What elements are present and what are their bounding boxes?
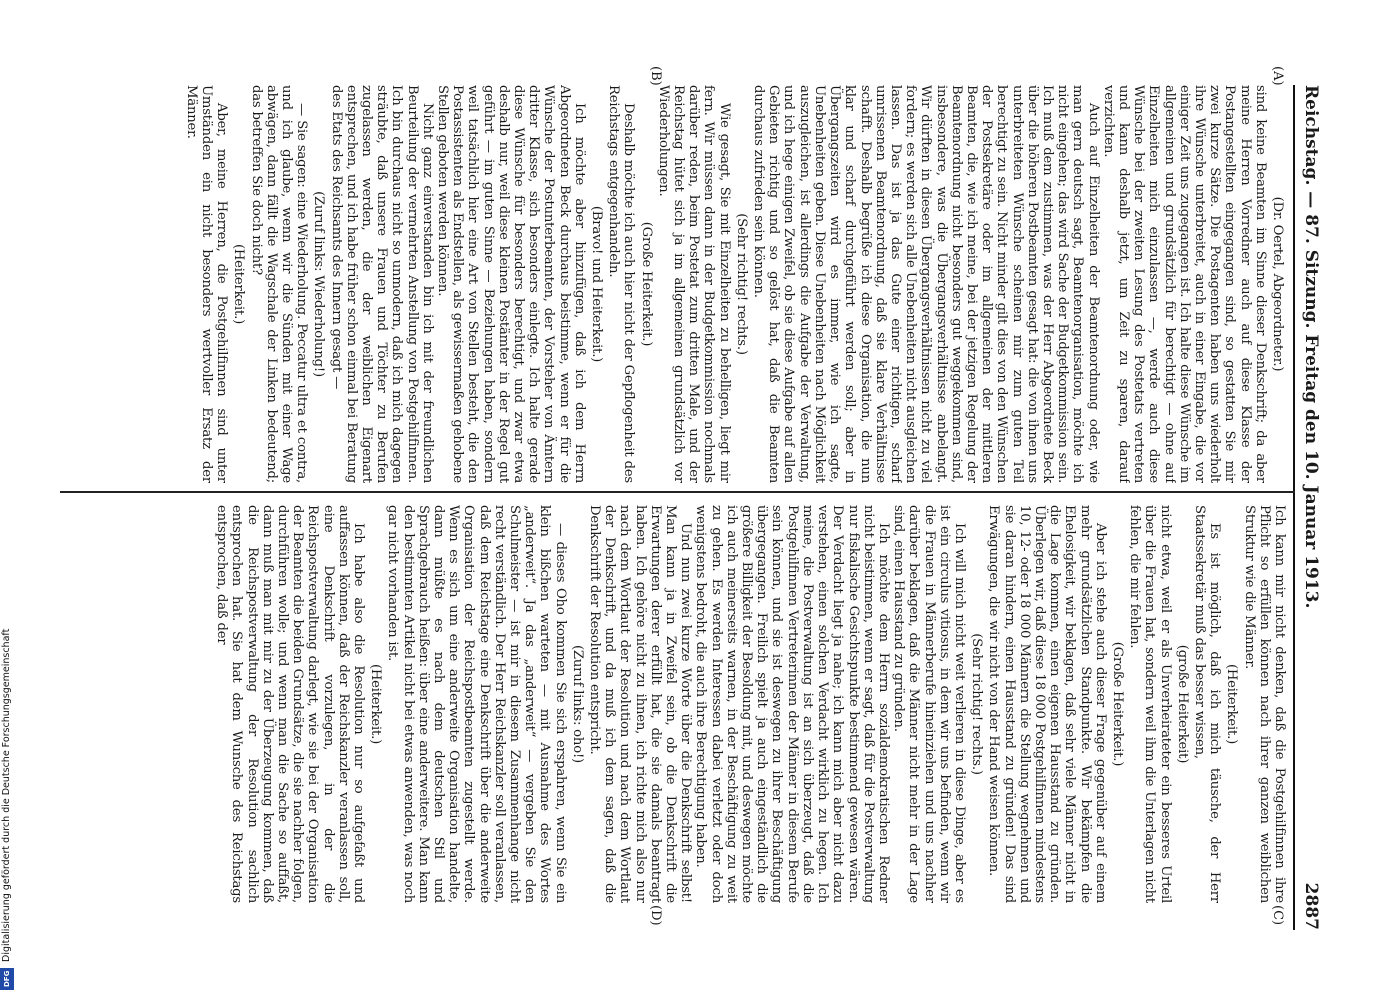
paragraph: Ich möchte dem Herrn sozialdemokratischen Redner nicht beistimmen, wenn er sagt, daß für die Postverwaltung nur fiskalische Gesichtspunkte bestimmend gewesen wären. Der Verdacht liegt ja nahe; ich kann mich aber nicht dazu verstehen, einen solchen Verdacht wirklich zu hegen. Ich meine, die Postverwaltung ist an sich überzeugt, daß die Postgehilfinnen Vertreterinnen der Männer in diesem Berufe sein können, und sie ist deswegen zu ihrer Beschäftigung übergegangen. Freilich spielt ja auch eingeständlich die größere Billigkeit der Besoldung mit, und deswegen möchte ich auch meinerseits warnen, in der Beschäftigung zu weit zu gehen. Es werden Interessen dabei verletzt oder doch wenigstens bedroht, die auch ihre Berechtigung haben. <box>693 505 891 903</box>
dfg-logo: DFG <box>0 968 14 990</box>
interjection: (Heiterkeit.) <box>368 663 384 745</box>
running-head: Reichstag. — 87. Sitzung. Freitag den 10. Januar 1913. <box>1301 85 1321 609</box>
interjection: (Zuruf links: Wiederholung!) <box>311 191 327 377</box>
interjection: (Große Heiterkeit.) <box>638 221 654 347</box>
header-rule <box>1293 85 1295 930</box>
margin-letter-d: (D) <box>648 905 663 926</box>
funding-note: Digitalisierung gefördert durch die Deutsche Forschungsgemeinschaft <box>1 628 12 962</box>
paragraph: nicht etwa, weil er als Unverheirateter ein besseres Urteil über die Frauen hat, sondern weil ihm die Unterlagen nicht fehlen, die mir fehlen. <box>1127 505 1173 903</box>
interjection: (Bravo! und Heiterkeit.) <box>589 205 605 363</box>
margin-letter-a: (A) <box>1270 66 1285 86</box>
interjection: (Große Heiterkeit.) <box>1109 641 1125 767</box>
left-column <box>67 85 1287 483</box>
paragraph: Ich möchte aber hinzufügen, daß ich dem Herrn Abgeordneten Beck durchaus beistimme, wenn er für die Wünsche der Postunterbeamten, der Vorsteher von Ämtern dritter Klasse, sich besonders einlegte. Ich halte gerade diese Wünsche für besonders berechtigt, und zwar etwa deshalb nur, weil diese kleinen Postämter in der Regel gut geführt — im guten Sinne — Beziehungen haben, sondern weil tatsächlich hier eine Art von Stellen besteht, die den Postassistenten als Endstellen, als gewissermaßen gehobene Stellen geboten werden können. <box>435 85 587 483</box>
page-number: 2887 <box>1301 882 1321 930</box>
interjection: (Sehr richtig! rechts.) <box>969 633 985 775</box>
margin-letter-b: (B) <box>648 66 663 86</box>
right-column <box>67 505 1287 903</box>
paragraph: Es ist möglich, daß ich mich täusche, der Herr Staatssekretär muß das besser wissen, <box>1191 505 1223 903</box>
interjection: (große Heiterkeit) <box>1174 644 1190 764</box>
column-divider <box>60 491 1295 493</box>
paragraph: Aber ich stehe auch dieser Frage gegenüber auf einem mehr grundsätzlichen Standpunkte. Wir bekämpfen die Ehelosigkeit, wir beklagen, daß sehr viele Männer nicht in die Lage kommen, einen eigenen Hausstand zu gründen. Überlegen wir, daß diese 18 000 Postgehilfinnen mindestens 10, 12- oder 18 000 Männern die Stellung wegnehmen und sie daran hindern, einen Hausstand zu gründen! Das sind Erwägungen, die wir nicht von der Hand weisen können. <box>986 505 1108 903</box>
paragraph: Ich will mich nicht weit verlieren in diese Dinge, aber es ist ein circulus vitiosus, in dem wir uns befinden, wenn wir die Frauen in Männerberufe hineinziehen und uns nachher darüber beklagen, daß die Männer nicht mehr in der Lage sind, einen Hausstand zu gründen. <box>891 505 967 903</box>
interjection: (Sehr richtig! rechts.) <box>733 213 749 355</box>
interjection: (Zuruf links: oho!) <box>569 644 585 763</box>
paragraph: Ich habe also die Resolution nur so aufgefaßt und auffassen können, daß der Reichskanzler veranlassen soll, eine Denkschrift vorzulegen, in der die Reichspostverwaltung darlegt, wie sie bei der Organisation der Beamten die beiden Grundsätze, die sie nachher folgen, durchführen wolle; und wenn man die Sache so auffaßt, dann muß man mit mir zu der Überzeugung kommen, daß die Reichspostverwaltung der Resolution sachlich entsprochen hat. Sie hat dem Wunsche des Reichstags entsprochen, daß der <box>214 505 367 903</box>
paragraph: Deshalb möchte ich auch hier nicht der Gepflogenheit des Reichstags entgegenhandeln. <box>606 85 637 483</box>
paragraph: — Sie sagen: eine Wiederholung. Peccatur ultra et contra, und ich glaube, wenn wir die Sünden mit einer Wage abwägen, dann fällt die Wagschale der Linken bedeutend; das betreffen Sie doch nicht? <box>248 85 310 483</box>
interjection: (Dr. Oertel, Abgeordneter.) <box>1270 196 1285 372</box>
paragraph: sind keine Beamten im Sinne dieser Denkschrift; da aber meine Herren Vorredner auch auf diese Klasse der Postangestellten eingegangen sind, so gestatten Sie mir zwei kurze Sätze. Die Postagenten haben uns wiederholt ihre Wünsche unterbreitet, auch in einer Eingabe, die vor einiger Zeit uns zugegangen ist. Ich halte diese Wünsche im allgemeinen und grundsätzlich für berechtigt — ohne auf Einzelheiten mich einzulassen —, werde auch diese Wünsche bei der zweiten Lesung des Postetats vertreten und kann deshalb jetzt, um Zeit zu sparen, darauf verzichten. <box>1100 85 1268 483</box>
paragraph: — dieses Oho kommen Sie sich erspahren, wenn Sie ein klein bißchen warteten — mit Ausnahme des Wortes „anderweit“. Ja das „anderweit“ — vergeben Sie den Schulmeister — ist mir in diesem Zusammenhange nicht recht verständlich. Der Herr Reichskanzler soll veranlassen, daß dem Reichstage eine Denkschrift über die anderweite Organisation der Reichspostbeamten zugestellt werde. Wenn es sich um eine anderweite Organisation handelte, dann müßte es nach dem deutschen Stil und Sprachgebrauch heißen: über eine anderweitere. Man kann den bestimmten Artikel nicht bei etwas anwenden, was noch gar nicht vorhanden ist. <box>385 505 568 903</box>
paragraph: Ich kann mir nicht denken, daß die Postgehilfinnen ihre Pflicht so erfüllen können nach ihrer ganzen weiblichen Struktur wie die Männer. <box>1241 505 1287 903</box>
page-header <box>1297 85 1321 930</box>
paragraph: Auch auf Einzelheiten der Beamtenordnung oder, wie man gern deutsch sagt, Beamtenorganisation, möchte ich nicht eingehen; das wird Sache der Budgetkommission sein. Ich muß dem zustimmen, was der Herr Abgeordnete Beck über die höheren Postbeamten gesagt hat: die von ihnen uns unterbreiteten Wünsche scheinen mir zum guten Teil berechtigt zu sein. Nicht minder gilt dies von den Wünschen der Postsekretäre oder im allgemeinen der mittleren Beamten, die, wie ich meine, bei der jetzigen Regelung der Beamtenordnung nicht besonders gut weggekommen sind, insbesondere, was die Übergangsverhältnisse anbelangt. Wir dürften in diesen Übergangsverhältnissen nicht zu viel fordern; es werden sich alle Unebenheiten nicht ausgleichen lassen. Das ist ja das Gute einer richtigen, scharf umrissenen Beamtenordnung, daß sie klare Verhältnisse schafft. Deshalb begrüße ich diese Organisation, die nun klar und scharf durchgeführt werden soll; aber in Übergangszeiten wird es immer, wie ich sagte, Unebenheiten geben. Diese Unebenheiten nach Möglichkeit auszugleichen, ist allerdings die Aufgabe der Verwaltung, und ich hege einigen Zweifel, ob sie diese Aufgabe auf allen Gebieten richtig und so gelöst hat, daß die Beamten durchaus zufrieden sein können. <box>751 85 1101 483</box>
paragraph: Wie gesagt, Sie mit Einzelheiten zu behelligen, liegt mir fern. Wir müssen dann in der Budgetkommission nochmals darüber reden, beim Postetat zum dritten Male, und der Reichstag hütet sich ja im allgemeinen grundsätzlich vor Wiederholungen. <box>655 85 732 483</box>
paragraph: Nicht ganz einverstanden bin ich mit der freundlichen Beurteilung der vermehrten Anstellung von Postgehilfinnen. Ich bin durchaus nicht so unmodern, daß ich mich dagegen sträubte, daß unsere Frauen und Töchter zu Berufen zugelassen werden, die der weiblichen Eigenart entsprechen, und ich habe früher schon einmal bei Beratung des Etats des Reichsamts des Innern gesagt — <box>328 85 435 483</box>
paragraph: Und nun zwei kurze Worte über die Denkschrift selbst! Man kann ja in Zweifel sein, ob die Denkschrift die Erwartungen derer erfüllt hat, die sie damals beantragt haben. Ich gehöre nicht zu ihnen, ich richte mich also nur nach dem Wortlaut der Resolution und nach dem Wortlaut der Denkschrift, und da muß ich dem sagen, daß die Denkschrift der Resolution entspricht. <box>587 505 694 903</box>
interjection: (Heiterkeit.) <box>231 243 247 325</box>
paragraph: Aber, meine Herren, die Postgehilfinnen sind unter Umständen ein nicht besonders wertvoller Ersatz der Männer. <box>183 85 230 483</box>
margin-letter-c: (C) <box>1270 905 1285 926</box>
interjection: (Heiterkeit.) <box>1224 663 1240 745</box>
